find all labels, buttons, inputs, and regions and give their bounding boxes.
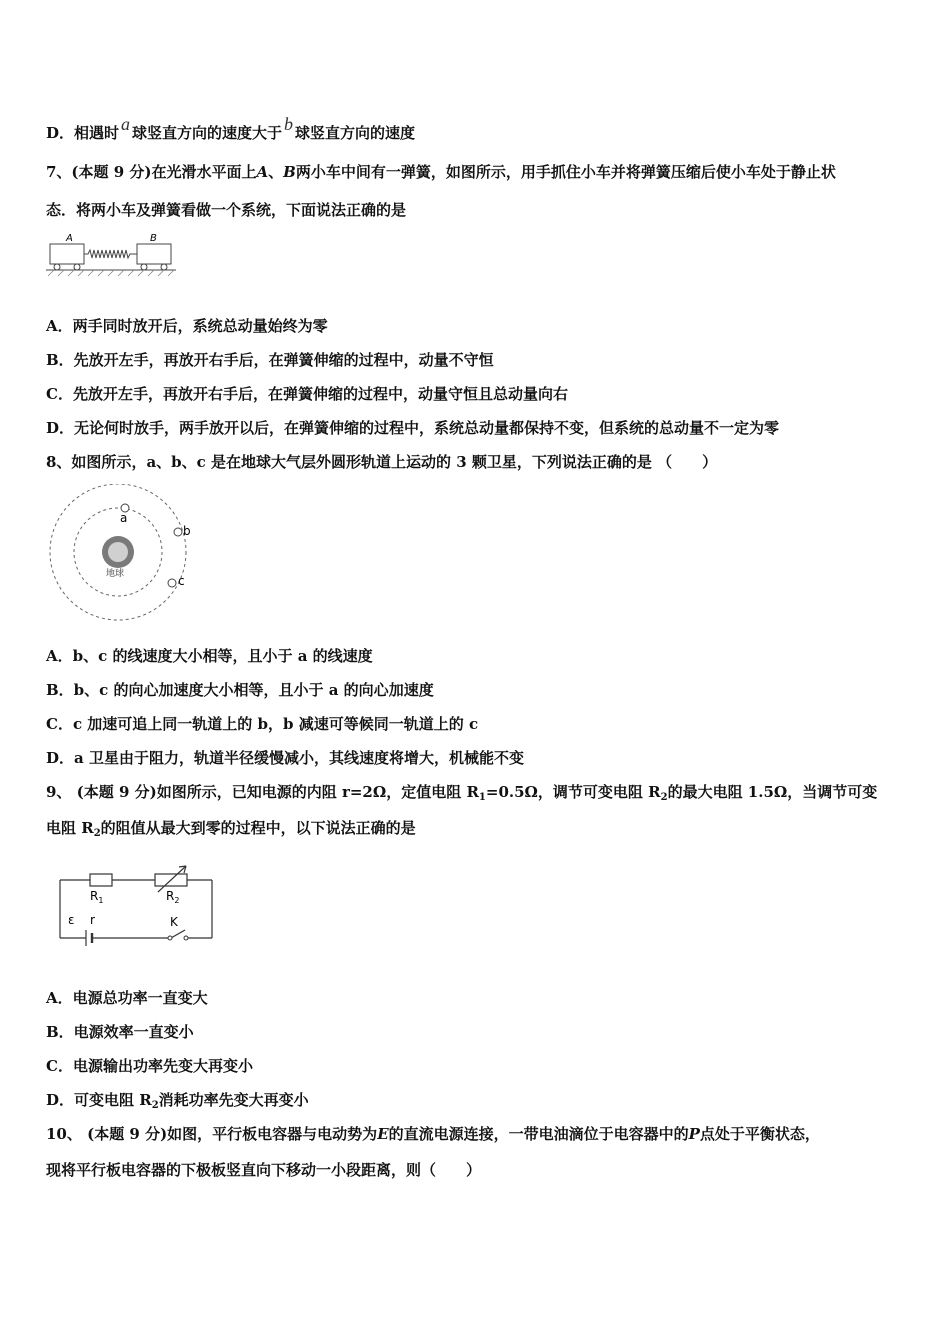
q9-stem-line2: 电阻 $R_2$的阻值从最大到零的过程中，以下说法正确的是 bbox=[46, 819, 416, 839]
satellite-b-label: b bbox=[183, 524, 191, 538]
q7-stem-line2: 态．将两小车及弹簧看做一个系统，下面说法正确的是 bbox=[46, 201, 407, 219]
q7-option-c: C．先放开左手，再放开右手后，在弹簧伸缩的过程中，动量守恒且总动量向右 bbox=[46, 385, 568, 403]
q7-figure-carts-spring bbox=[44, 228, 179, 280]
switch-contact bbox=[168, 936, 172, 940]
q7-stem-line1: 7、(本题 9 分)在光滑水平面上A、B两小车中间有一弹簧，如图所示，用手抓住小车并将弹簧压缩后使小车处于静止状 bbox=[46, 163, 836, 181]
ground-hatch bbox=[48, 270, 174, 276]
wheel bbox=[54, 264, 60, 270]
q10-stem-line2: 现将平行板电容器的下极板竖直向下移动一小段距离，则（ ） bbox=[46, 1161, 482, 1179]
wheel bbox=[74, 264, 80, 270]
cart-a-label: A bbox=[66, 233, 73, 244]
q9-stem-line1: 9、 (本题 9 分)如图所示，已知电源的内阻 r=2Ω，定值电阻 $R_1=0.5\Omega$，调节可变电阻 $R_2$的最大电阻 1.5Ω，当调节可变 bbox=[46, 783, 878, 803]
q9-option-d: D．可变电阻 $R_2$消耗功率先变大再变小 bbox=[46, 1091, 309, 1111]
q9-figure-circuit bbox=[50, 862, 220, 948]
q7-option-d: D．无论何时放手，两手放开以后，在弹簧伸缩的过程中，系统总动量都保持不变，但系统的总动量不一定为零 bbox=[46, 419, 780, 437]
switch-contact bbox=[184, 936, 188, 940]
cart-b bbox=[137, 244, 171, 264]
earth-label: 地球 bbox=[106, 569, 125, 579]
var-b: b bbox=[284, 114, 294, 134]
switch-label: K bbox=[170, 915, 178, 929]
q7-option-b: B．先放开左手，再放开右手后，在弹簧伸缩的过程中，动量不守恒 bbox=[46, 351, 494, 369]
q9-option-c: C．电源输出功率先变大再变小 bbox=[46, 1057, 253, 1075]
spring bbox=[84, 250, 137, 258]
satellite-b bbox=[174, 528, 182, 536]
resistor-r1 bbox=[90, 874, 112, 886]
q8-figure-orbits bbox=[44, 484, 204, 622]
var-a: a bbox=[121, 114, 131, 134]
internal-resistance-label: r bbox=[90, 913, 95, 927]
wheel bbox=[141, 264, 147, 270]
earth-highlight bbox=[108, 542, 128, 562]
q8-option-a: A．b、c 的线速度大小相等，且小于 a 的线速度 bbox=[46, 647, 373, 665]
cart-b-label: B bbox=[150, 233, 157, 244]
q8-stem: 8、如图所示，a、b、c 是在地球大气层外圆形轨道上运动的 3 颗卫星，下列说法正确的是 （ ） bbox=[46, 453, 718, 471]
q7-option-a: A．两手同时放开后，系统总动量始终为零 bbox=[46, 317, 328, 335]
q8-option-c: C．c 加速可追上同一轨道上的 b，b 减速可等候同一轨道上的 c bbox=[46, 715, 479, 733]
r2-label: $R_2$ bbox=[166, 889, 180, 905]
emf-label: ε bbox=[68, 913, 75, 927]
satellite-a-label: a bbox=[120, 511, 128, 525]
q8-option-d: D．a 卫星由于阻力，轨道半径缓慢减小，其线速度将增大，机械能不变 bbox=[46, 749, 524, 767]
q6-option-d: D．相遇时 a 球竖直方向的速度大于 b 球竖直方向的速度 bbox=[46, 114, 416, 142]
satellite-c bbox=[168, 579, 176, 587]
satellite-c-label: c bbox=[178, 574, 185, 588]
q8-option-b: B．b、c 的向心加速度大小相等，且小于 a 的向心加速度 bbox=[46, 681, 434, 699]
q10-stem-line1: 10、 (本题 9 分)如图，平行板电容器与电动势为E的直流电源连接，一带电油滴位于电容器中的P点处于平衡状态， bbox=[46, 1125, 820, 1143]
wheel bbox=[161, 264, 167, 270]
r1-label: $R_1$ bbox=[90, 889, 104, 905]
q9-option-b: B．电源效率一直变小 bbox=[46, 1023, 194, 1041]
q9-option-a: A．电源总功率一直变大 bbox=[46, 989, 208, 1007]
cart-a bbox=[50, 244, 84, 264]
switch-lever bbox=[171, 930, 185, 938]
